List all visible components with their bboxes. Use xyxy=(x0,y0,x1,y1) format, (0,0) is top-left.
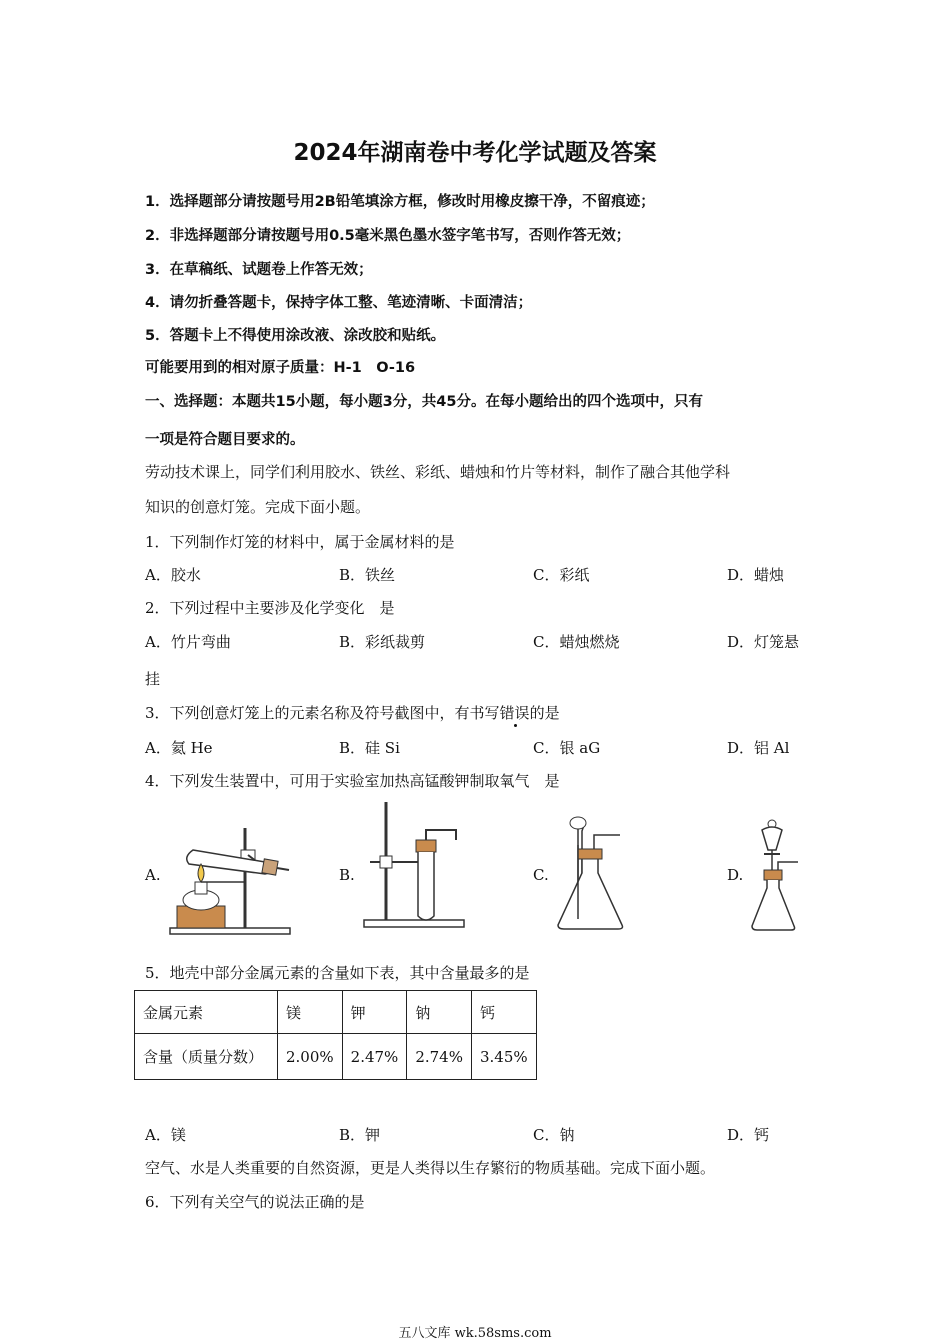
q5-option-a: A．镁 xyxy=(145,1126,186,1144)
q2-option-c: C．蜡烛燃烧 xyxy=(533,633,620,651)
intro1-line1: 劳动技术课上，同学们利用胶水、铁丝、彩纸、蜡烛和竹片等材料，制作了融合其他学科 xyxy=(145,463,731,481)
table-cell: 钠 xyxy=(407,991,472,1034)
q3-option-c: C．银 aG xyxy=(533,739,601,757)
intro1-line2: 知识的创意灯笼。完成下面小题。 xyxy=(145,498,371,516)
q2-option-a: A．竹片弯曲 xyxy=(145,633,231,651)
q1-option-c: C．彩纸 xyxy=(533,566,590,584)
q3-stem-pre: 3．下列创意灯笼上的元素名称及符号截图中，有书写 xyxy=(145,704,500,722)
q2-option-b: B．彩纸裁剪 xyxy=(339,633,426,651)
table-cell: 2.47% xyxy=(342,1034,407,1080)
question-5-stem: 5．地壳中部分金属元素的含量如下表，其中含量最多的是 xyxy=(145,964,530,982)
q3-stem-post: 的是 xyxy=(529,704,560,722)
q4-option-c: C. xyxy=(533,866,549,884)
section-heading-line1: 一、选择题：本题共15小题，每小题3分，共45分。在每小题给出的四个选项中，只有 xyxy=(145,394,703,410)
metal-content-table xyxy=(134,990,537,1080)
intro2-line: 空气、水是人类重要的自然资源，更是人类得以生存繁衍的物质基础。完成下面小题。 xyxy=(145,1159,716,1177)
q5-option-c: C．钠 xyxy=(533,1126,575,1144)
table-cell: 金属元素 xyxy=(135,991,278,1034)
question-2-stem: 2．下列过程中主要涉及化学变化 是 xyxy=(145,599,395,617)
q2-option-d-wrap: 挂 xyxy=(145,670,161,688)
apparatus-a-heating-tube-image xyxy=(165,820,300,938)
note-5: 5．答题卡上不得使用涂改液、涂改胶和贴纸。 xyxy=(145,328,446,344)
atomic-mass-line: 可能要用到的相对原子质量：H-1 O-16 xyxy=(145,360,416,376)
note-4: 4．请勿折叠答题卡，保持字体工整、笔迹清晰、卡面清洁； xyxy=(145,295,533,311)
q5-option-d: D．钙 xyxy=(727,1126,770,1144)
q3-option-d: D．铝 Al xyxy=(727,739,790,757)
note-3: 3．在草稿纸、试题卷上作答无效； xyxy=(145,262,373,278)
question-6-stem: 6．下列有关空气的说法正确的是 xyxy=(145,1193,365,1211)
table-cell: 钙 xyxy=(471,991,536,1034)
table-row xyxy=(135,1034,537,1080)
q4-option-d: D. xyxy=(727,866,744,884)
q3-option-b: B．硅 Si xyxy=(339,739,400,757)
question-4-stem: 4．下列发生装置中，可用于实验室加热高锰酸钾制取氧气 是 xyxy=(145,772,560,790)
question-3-stem xyxy=(145,702,560,723)
q1-option-a: A．胶水 xyxy=(145,566,201,584)
q1-option-d: D．蜡烛 xyxy=(727,566,785,584)
table-cell: 镁 xyxy=(278,991,343,1034)
q3-option-a: A．氦 He xyxy=(145,739,213,757)
q4-option-b: B. xyxy=(339,866,355,884)
table-cell: 2.00% xyxy=(278,1034,343,1080)
table-cell: 钾 xyxy=(342,991,407,1034)
note-1: 1．选择题部分请按题号用2B铅笔填涂方框，修改时用橡皮擦干净，不留痕迹； xyxy=(145,194,655,210)
table-cell: 含量（质量分数） xyxy=(135,1034,278,1080)
apparatus-b-stand-test-tube-image xyxy=(360,800,470,932)
footer-watermark: 五八文库 wk.58sms.com xyxy=(398,1326,552,1341)
section-heading-line2: 一项是符合题目要求的。 xyxy=(145,432,305,448)
question-1-stem: 1．下列制作灯笼的材料中，属于金属材料的是 xyxy=(145,533,455,551)
q5-option-b: B．钾 xyxy=(339,1126,381,1144)
q3-stem-emphasis: 错误 xyxy=(499,704,530,722)
q2-option-d: D．灯笼悬 xyxy=(727,633,800,651)
apparatus-c-conical-flask-funnel-image xyxy=(552,815,632,933)
page-title: 2024年湖南卷中考化学试题及答案 xyxy=(293,140,657,166)
table-cell: 2.74% xyxy=(407,1034,472,1080)
q4-option-a: A. xyxy=(145,866,161,884)
table-cell: 3.45% xyxy=(471,1034,536,1080)
apparatus-d-separatory-funnel-flask-image xyxy=(748,818,808,934)
table-header-row xyxy=(135,991,537,1034)
note-2: 2．非选择题部分请按题号用0.5毫米黑色墨水签字笔书写，否则作答无效； xyxy=(145,228,631,244)
q1-option-b: B．铁丝 xyxy=(339,566,396,584)
